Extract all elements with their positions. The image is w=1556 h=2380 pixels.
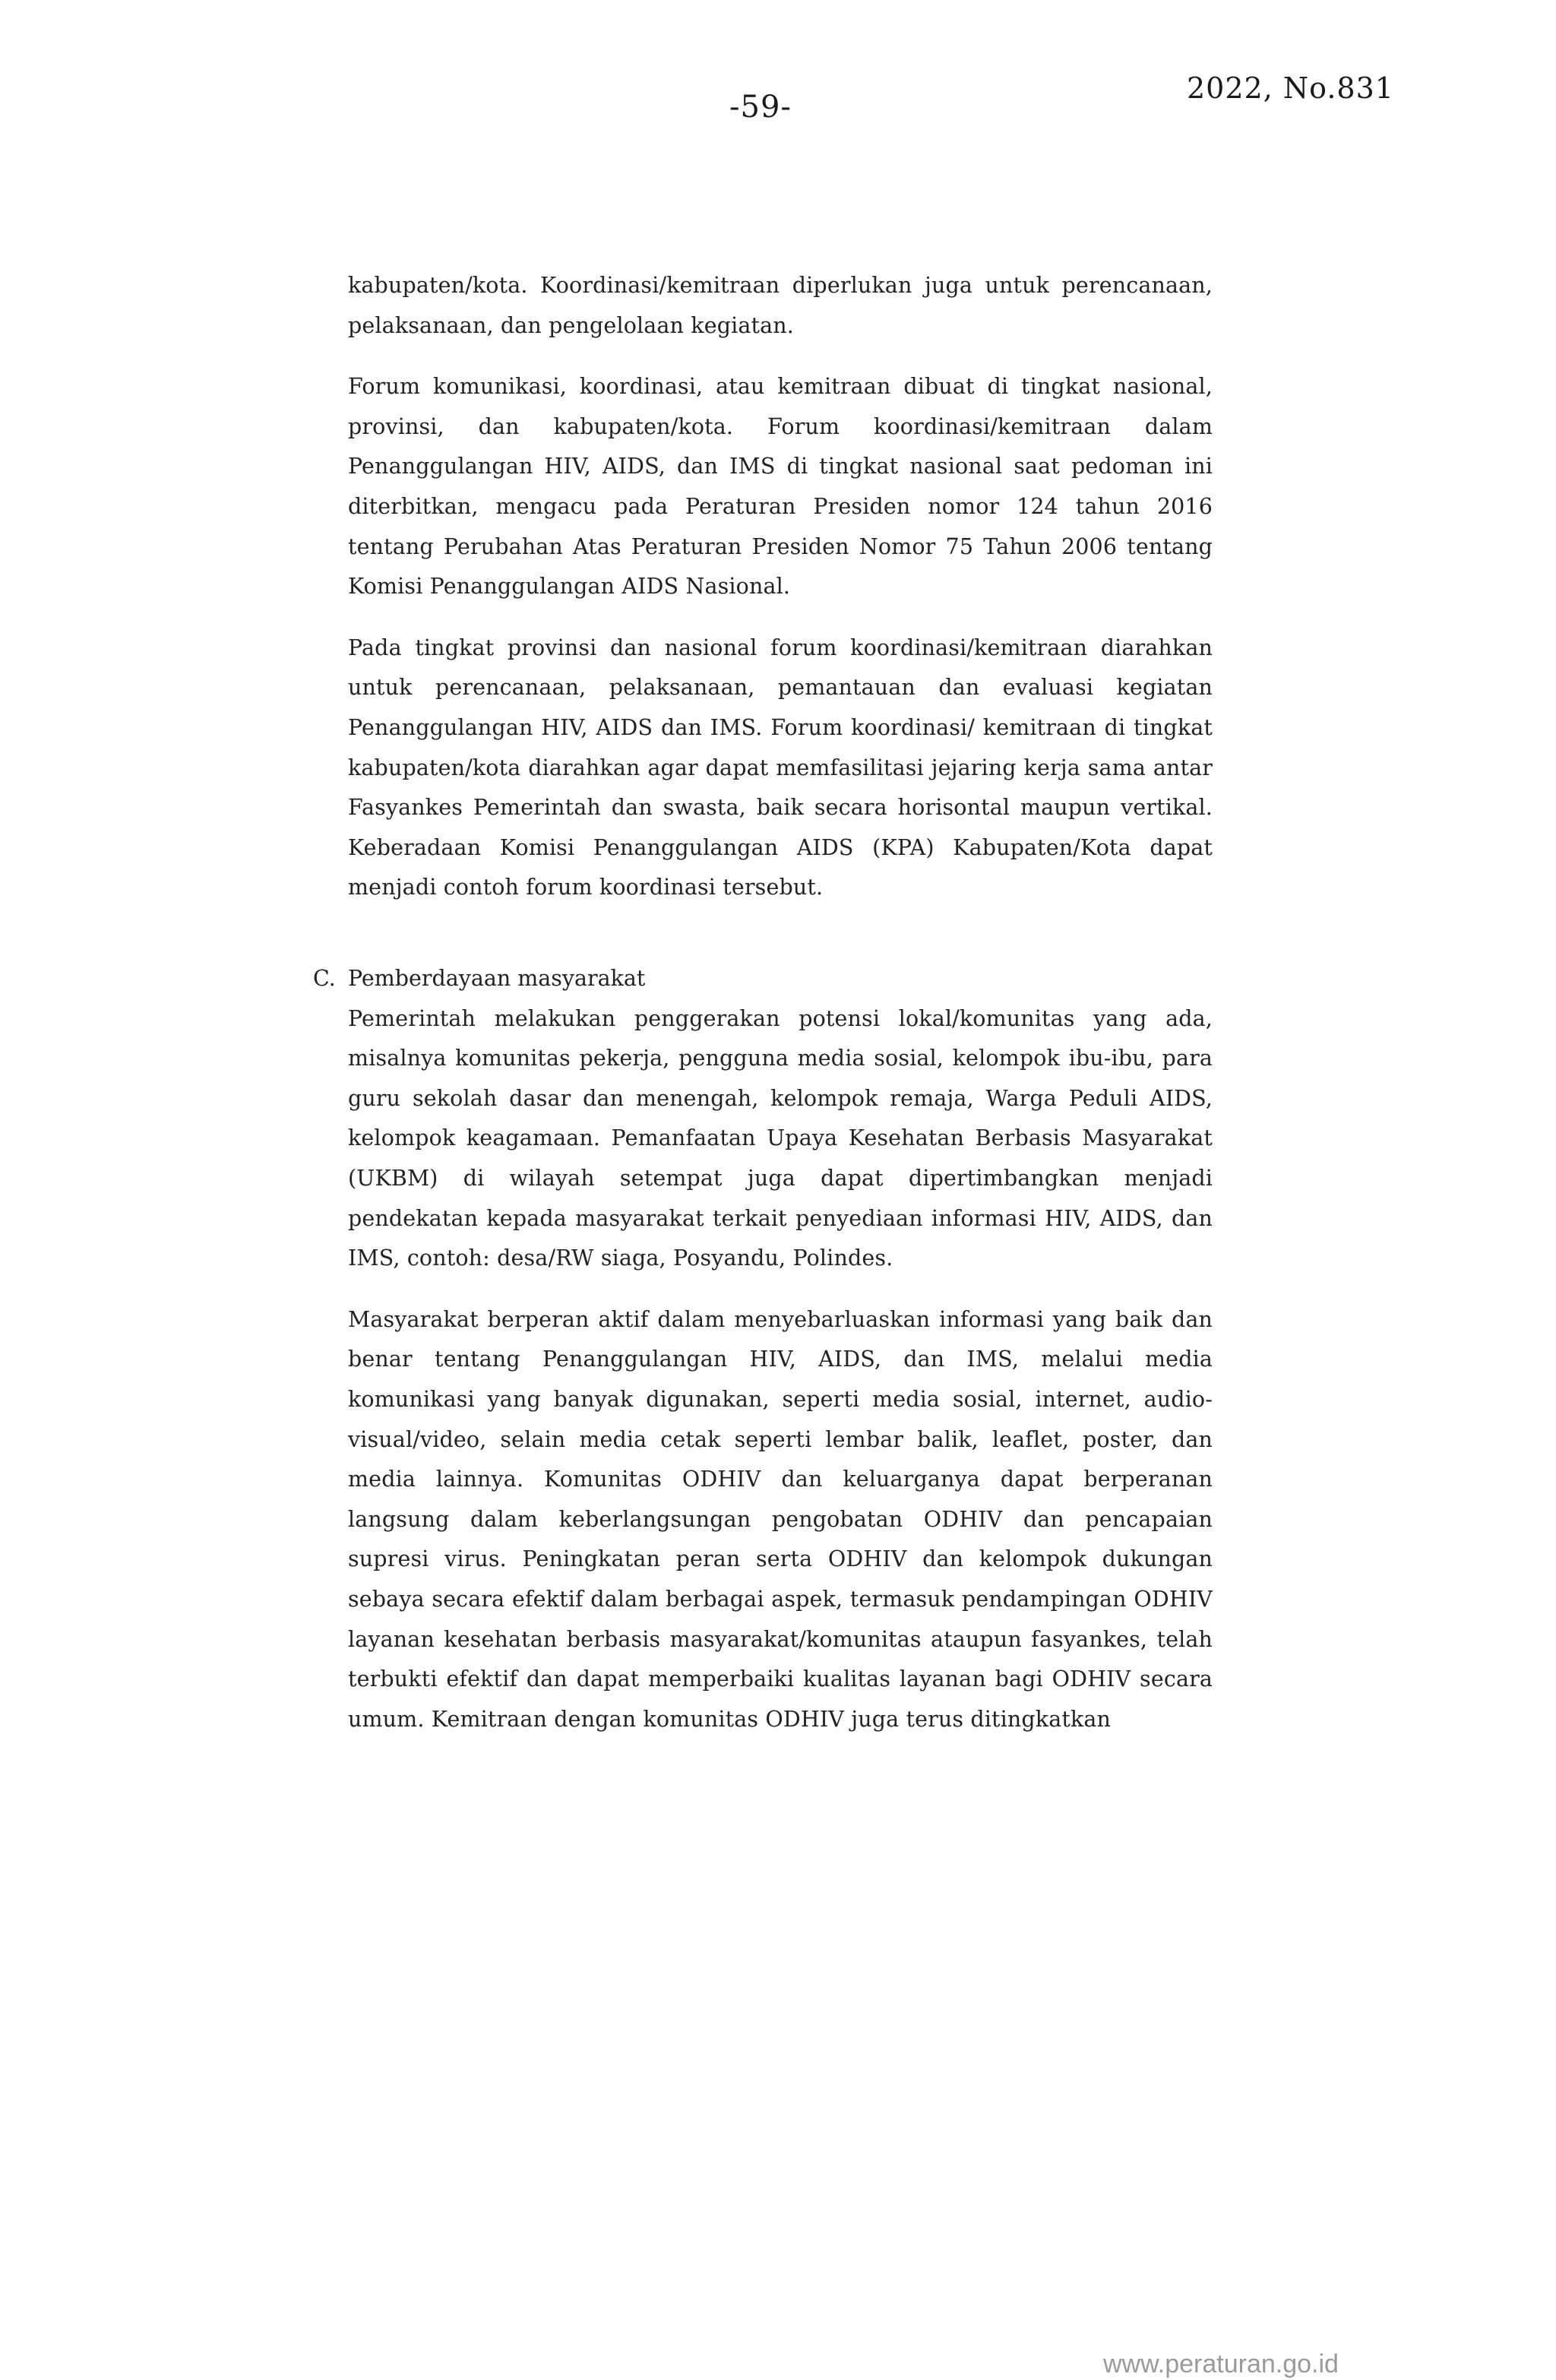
body-text (348, 266, 1213, 929)
paragraph: kabupaten/kota. Koordinasi/kemitraan diperlukan juga untuk perencanaan, pelaksanaan, dan pengelolaan kegiatan. (348, 273, 1213, 338)
section-letter: C. (313, 966, 336, 991)
paragraph: Pada tingkat provinsi dan nasional forum koordinasi/kemitraan diarahkan untuk perencanaan, pelaksanaan, pemantauan dan evaluasi kegiatan Penanggulangan HIV, AIDS dan IMS. Forum koordinasi/ kemitraan di tingkat kabupaten/kota diarahkan agar dapat memfasilitasi jejaring kerja sama antar Fasyankes Pemerintah dan swasta, baik secara horisontal maupun vertikal. Keberadaan Komisi Penanggulangan AIDS (KPA) Kabupaten/Kota dapat menjadi contoh forum koordinasi tersebut. (348, 635, 1213, 900)
paragraph: Pemerintah melakukan penggerakan potensi lokal/komunitas yang ada, misalnya komunitas pekerja, pengguna media sosial, kelompok ibu-ibu, para guru sekolah dasar dan menengah, kelompok remaja, Warga Peduli AIDS, kelompok keagamaan. Pemanfaatan Upaya Kesehatan Berbasis Masyarakat (UKBM) di wilayah setempat juga dapat dipertimbangkan menjadi pendekatan kepada masyarakat terkait penyediaan informasi HIV, AIDS, dan IMS, contoh: desa/RW siaga, Posyandu, Polindes. (348, 1005, 1213, 1271)
paragraph: Masyarakat berperan aktif dalam menyebarluaskan informasi yang baik dan benar tentang Penanggulangan HIV, AIDS, dan IMS, melalui media komunikasi yang banyak digunakan, seperti media sosial, internet, audio-visual/video, selain media cetak seperti lembar balik, leaflet, poster, dan media lainnya. Komunitas ODHIV dan keluarganya dapat berperanan langsung dalam keberlangsungan pengobatan ODHIV dan pencapaian supresi virus. Peningkatan peran serta ODHIV dan kelompok dukungan sebaya secara efektif dalam berbagai aspek, termasuk pendampingan ODHIV layanan kesehatan berbasis masyarakat/komunitas ataupun fasyankes, telah terbukti efektif dan dapat memperbaiki kualitas layanan bagi ODHIV secara umum. Kemitraan dengan komunitas ODHIV juga terus ditingkatkan (348, 1306, 1213, 1732)
section-c (313, 959, 1213, 1761)
paragraph: Forum komunikasi, koordinasi, atau kemitraan dibuat di tingkat nasional, provinsi, dan kabupaten/kota. Forum koordinasi/kemitraan dalam Penanggulangan HIV, AIDS, dan IMS di tingkat nasional saat pedoman ini diterbitkan, mengacu pada Peraturan Presiden nomor 124 tahun 2016 tentang Perubahan Atas Peraturan Presiden Nomor 75 Tahun 2006 tentang Komisi Penanggulangan AIDS Nasional. (348, 374, 1213, 600)
section-heading (313, 959, 1213, 999)
section-title: Pemberdayaan masyarakat (348, 966, 646, 991)
footer-url: www.peraturan.go.id (1103, 2350, 1339, 2378)
section-content (348, 999, 1213, 1740)
document-reference: 2022, No.831 (1187, 71, 1394, 105)
page-number: -59- (729, 90, 792, 125)
